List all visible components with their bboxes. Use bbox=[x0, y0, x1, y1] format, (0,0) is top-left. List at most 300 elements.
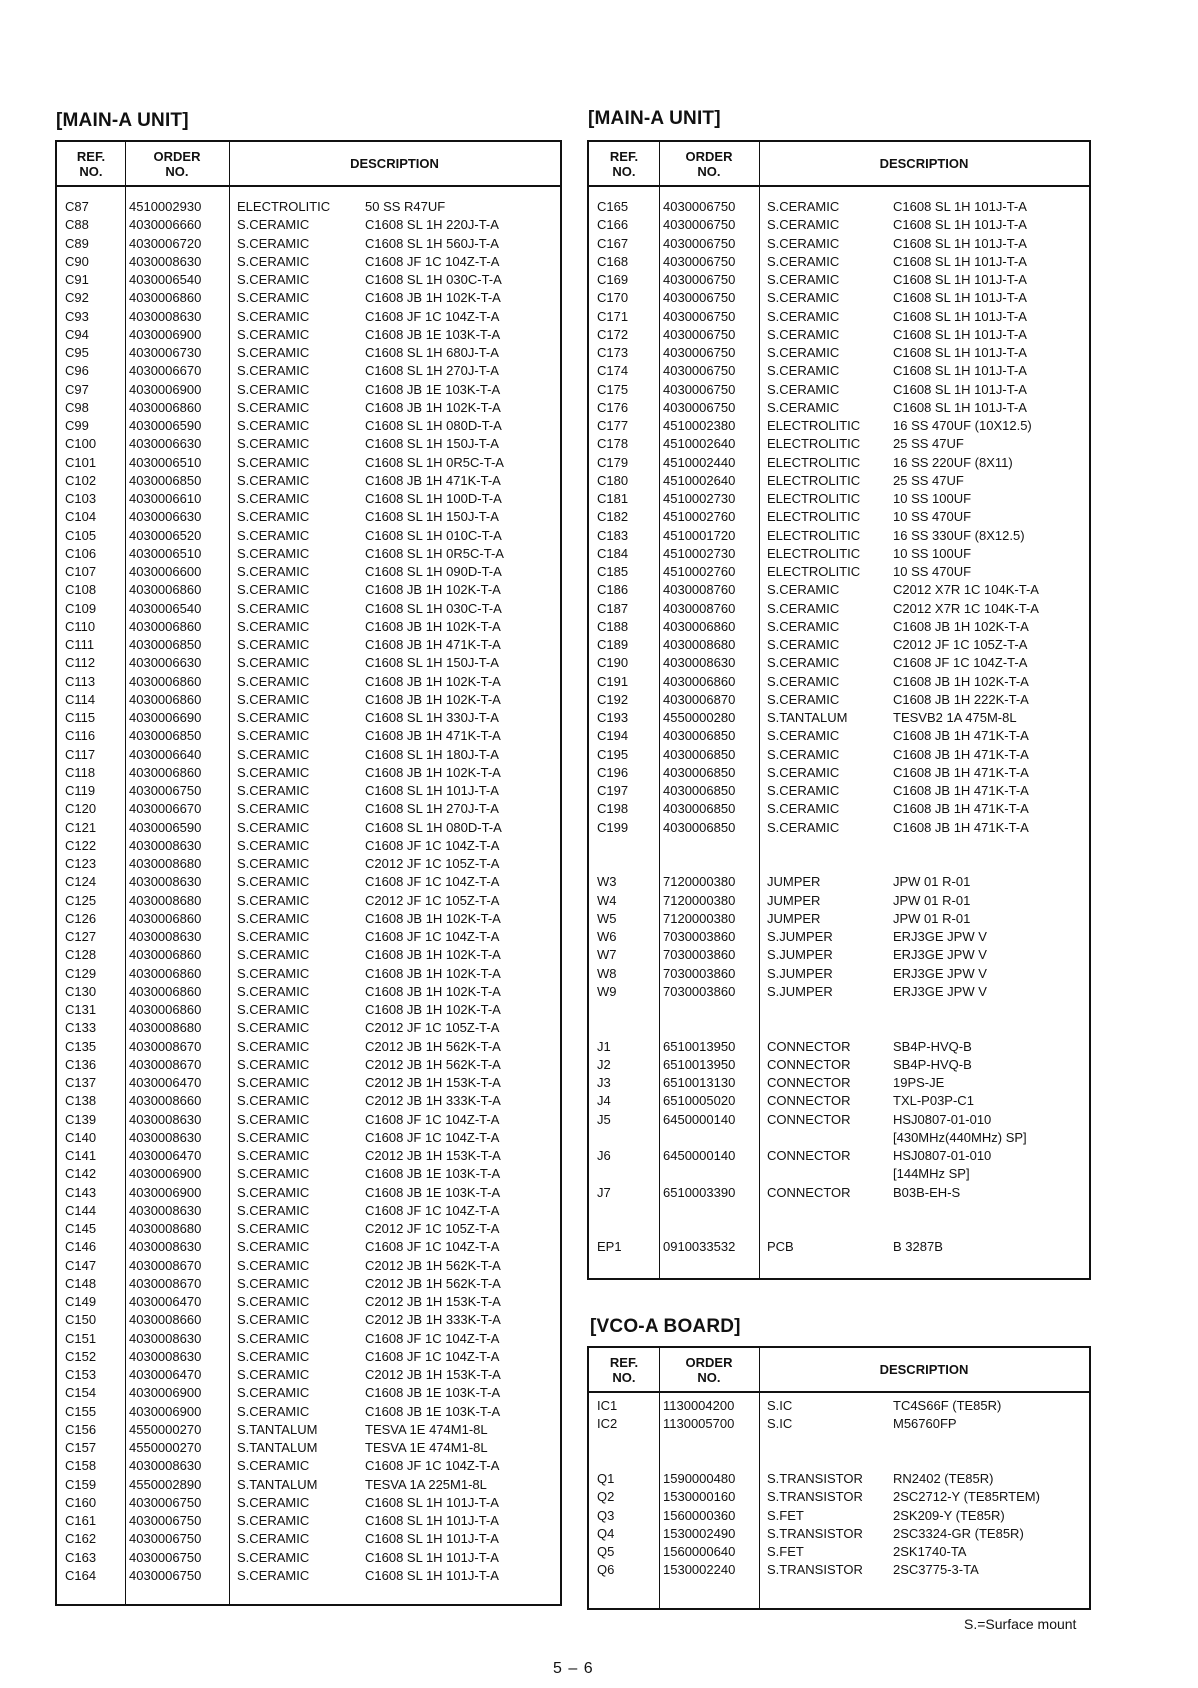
part-type-cell: S.CERAMIC bbox=[767, 655, 840, 671]
part-type-cell: S.CERAMIC bbox=[237, 381, 310, 397]
table-row bbox=[589, 271, 1089, 289]
part-type-cell: S.CERAMIC bbox=[237, 1056, 310, 1072]
table-row bbox=[589, 965, 1089, 983]
part-type-cell: S.FET bbox=[767, 1544, 804, 1559]
table-row bbox=[57, 1074, 560, 1092]
part-spec-cell: C1608 SL 1H 101J-T-A bbox=[365, 1494, 499, 1510]
table-row bbox=[57, 1111, 560, 1129]
order-no-cell: 4030008630 bbox=[129, 1348, 202, 1364]
part-type-cell: ELECTROLITIC bbox=[767, 454, 861, 470]
part-type-cell: S.CERAMIC bbox=[237, 1129, 310, 1145]
order-no-cell: 4030006860 bbox=[129, 965, 202, 981]
ref-no-cell: C137 bbox=[65, 1075, 97, 1090]
part-spec-cell: C1608 JB 1H 102K-T-A bbox=[365, 691, 501, 707]
part-type-cell: S.CERAMIC bbox=[767, 399, 840, 415]
ref-no-cell: C91 bbox=[65, 272, 89, 287]
ref-no-cell: C149 bbox=[65, 1294, 97, 1309]
order-no-cell: 4030006850 bbox=[663, 819, 736, 835]
part-type-cell: S.JUMPER bbox=[767, 983, 833, 999]
table-row bbox=[589, 1543, 1089, 1561]
surface-mount-footnote: S.=Surface mount bbox=[964, 1616, 1077, 1632]
part-type-cell: ELECTROLITIC bbox=[767, 509, 861, 525]
table-row bbox=[589, 819, 1089, 837]
order-no-cell: 4510002730 bbox=[663, 491, 736, 506]
table-row bbox=[589, 472, 1089, 490]
table-row bbox=[589, 1038, 1089, 1056]
part-spec-cell: C1608 SL 1H 150J-T-A bbox=[365, 509, 499, 525]
ref-no-cell: C150 bbox=[65, 1312, 97, 1328]
part-spec-cell: C1608 SL 1H 101J-T-A bbox=[893, 345, 1027, 360]
table-row bbox=[57, 235, 560, 253]
order-no-cell: 4510002760 bbox=[663, 564, 736, 579]
part-spec-cell: TC4S66F (TE85R) bbox=[893, 1398, 1002, 1413]
table-row bbox=[57, 399, 560, 417]
table-row bbox=[589, 253, 1089, 271]
part-spec-cell: TESVA 1E 474M1-8L bbox=[365, 1421, 488, 1437]
order-no-cell: 4030006900 bbox=[129, 326, 202, 342]
part-type-cell: S.CERAMIC bbox=[767, 217, 840, 233]
order-no-cell: 4030006860 bbox=[129, 290, 202, 306]
part-spec-cell: C1608 JF 1C 104Z-T-A bbox=[365, 1129, 500, 1145]
order-no-cell: 4510002730 bbox=[663, 545, 736, 561]
order-no-cell: 4030008670 bbox=[129, 1038, 202, 1054]
page-number: 5 – 6 bbox=[553, 1660, 594, 1677]
part-type-cell: S.CERAMIC bbox=[767, 253, 840, 269]
table-row bbox=[589, 545, 1089, 563]
part-spec-cell: C1608 SL 1H 680J-T-A bbox=[365, 345, 499, 360]
order-no-cell: 4030006860 bbox=[129, 764, 202, 780]
part-type-cell: S.CERAMIC bbox=[237, 1330, 310, 1346]
ref-no-cell: C135 bbox=[65, 1038, 97, 1054]
ref-no-cell: J3 bbox=[597, 1075, 611, 1090]
order-no-cell: 4030006720 bbox=[129, 235, 202, 251]
ref-no-cell: C152 bbox=[65, 1348, 97, 1364]
table-row bbox=[57, 691, 560, 709]
part-type-cell: S.CERAMIC bbox=[237, 1239, 310, 1255]
table-row bbox=[589, 654, 1089, 672]
table-row bbox=[57, 819, 560, 837]
order-no-cell: 4030006750 bbox=[129, 1549, 202, 1565]
ref-no-cell: W9 bbox=[597, 983, 617, 999]
order-no-cell: 4030006750 bbox=[663, 381, 736, 397]
table-row bbox=[589, 946, 1089, 964]
order-no-cell: 4030006850 bbox=[663, 764, 736, 780]
table-row bbox=[57, 855, 560, 873]
part-spec-cell: C1608 SL 1H 030C-T-A bbox=[365, 272, 502, 287]
ref-no-cell: C99 bbox=[65, 418, 89, 433]
order-no-cell: 4030006750 bbox=[129, 1513, 202, 1528]
ref-no-cell: W4 bbox=[597, 892, 617, 908]
ref-no-cell: J5 bbox=[597, 1111, 611, 1127]
part-spec-cell: C1608 SL 1H 101J-T-A bbox=[893, 381, 1027, 397]
part-spec-cell: C1608 SL 1H 150J-T-A bbox=[365, 436, 499, 452]
table-row bbox=[589, 527, 1089, 545]
ref-no-cell: C189 bbox=[597, 637, 629, 652]
part-type-cell: S.CERAMIC bbox=[767, 326, 840, 342]
part-spec-cell: M56760FP bbox=[893, 1416, 957, 1432]
ref-no-cell: IC2 bbox=[597, 1416, 618, 1432]
part-spec-cell: C1608 SL 1H 101J-T-A bbox=[893, 326, 1027, 342]
part-type-cell: S.CERAMIC bbox=[237, 1549, 310, 1565]
table-row bbox=[57, 1494, 560, 1512]
table-row bbox=[589, 581, 1089, 599]
ref-no-cell: C115 bbox=[65, 710, 96, 725]
part-spec-cell: B03B-EH-S bbox=[893, 1184, 961, 1200]
part-spec-cell: ERJ3GE JPW V bbox=[893, 929, 987, 944]
left-parts-table bbox=[55, 140, 562, 1606]
order-no-cell: 4030006750 bbox=[663, 217, 736, 233]
part-spec-cell: C1608 JB 1H 102K-T-A bbox=[365, 764, 501, 780]
part-type-cell: S.IC bbox=[767, 1398, 793, 1413]
part-spec-cell: C1608 SL 1H 100D-T-A bbox=[365, 491, 502, 506]
part-type-cell: S.CERAMIC bbox=[237, 1111, 310, 1127]
ref-no-cell: C197 bbox=[597, 783, 629, 798]
table-row bbox=[589, 746, 1089, 764]
part-type-cell: S.CERAMIC bbox=[237, 983, 310, 999]
order-no-cell: 7030003860 bbox=[663, 947, 736, 963]
table-row bbox=[57, 1001, 560, 1019]
ref-no-cell: C157 bbox=[65, 1440, 97, 1455]
part-type-cell: S.FET bbox=[767, 1507, 804, 1523]
ref-no-cell: C126 bbox=[65, 910, 97, 926]
order-no-cell: 4030006850 bbox=[663, 728, 736, 744]
table-row bbox=[57, 271, 560, 289]
part-spec-cell: C1608 JB 1H 471K-T-A bbox=[893, 801, 1029, 817]
order-no-cell: 4030008670 bbox=[129, 1257, 202, 1273]
part-spec-cell: 25 SS 47UF bbox=[893, 472, 964, 488]
ref-no-cell: C192 bbox=[597, 691, 629, 707]
part-type-cell: S.TANTALUM bbox=[237, 1421, 318, 1437]
table-row bbox=[589, 1056, 1089, 1074]
table-row bbox=[589, 983, 1089, 1001]
order-no-cell: 4030006670 bbox=[129, 801, 202, 817]
order-no-cell: 4030006750 bbox=[663, 345, 736, 360]
order-no-cell: 4030006860 bbox=[129, 983, 202, 999]
table-body bbox=[589, 1397, 1089, 1580]
ref-no-cell: C179 bbox=[597, 454, 629, 470]
order-no-cell: 4030006860 bbox=[129, 673, 202, 689]
part-spec-cell: 10 SS 100UF bbox=[893, 545, 972, 561]
part-type-cell: S.CERAMIC bbox=[237, 345, 310, 360]
ref-no-cell: C116 bbox=[65, 728, 96, 744]
part-type-cell: S.CERAMIC bbox=[237, 527, 310, 543]
part-type-cell: S.JUMPER bbox=[767, 965, 833, 981]
part-type-cell: S.CERAMIC bbox=[237, 1348, 310, 1364]
order-no-cell: 4030006750 bbox=[129, 1531, 202, 1547]
part-type-cell: S.CERAMIC bbox=[767, 363, 840, 379]
order-no-cell: 4550000270 bbox=[129, 1421, 202, 1437]
ref-no-cell: C185 bbox=[597, 564, 629, 579]
ref-no-cell: C175 bbox=[597, 381, 629, 397]
table-row bbox=[57, 1202, 560, 1220]
part-spec-cell: C1608 JB 1H 102K-T-A bbox=[365, 290, 501, 306]
part-type-cell: S.CERAMIC bbox=[237, 1513, 310, 1528]
ref-no-cell: Q6 bbox=[597, 1562, 615, 1578]
part-spec-cell: C1608 JF 1C 104Z-T-A bbox=[365, 929, 500, 944]
table-row bbox=[57, 983, 560, 1001]
order-no-cell: 7120000380 bbox=[663, 892, 736, 908]
table-row bbox=[57, 965, 560, 983]
table-row bbox=[57, 1549, 560, 1567]
ref-no-cell: C141 bbox=[65, 1148, 97, 1163]
ref-no-cell: C87 bbox=[65, 199, 89, 214]
part-spec-cell: ERJ3GE JPW V bbox=[893, 983, 987, 999]
order-no-cell: 4030006750 bbox=[129, 1567, 202, 1583]
table-row bbox=[57, 344, 560, 362]
order-no-cell: 4030006470 bbox=[129, 1075, 202, 1090]
table-row bbox=[57, 709, 560, 727]
part-type-cell: S.CERAMIC bbox=[767, 290, 840, 306]
table-row bbox=[57, 1056, 560, 1074]
part-type-cell: ELECTROLITIC bbox=[767, 527, 861, 543]
ref-no-cell: J6 bbox=[597, 1148, 611, 1163]
part-type-cell: S.CERAMIC bbox=[767, 199, 840, 214]
part-spec-cell: C2012 JF 1C 105Z-T-A bbox=[893, 637, 1028, 652]
order-no-cell: 4030006900 bbox=[129, 1403, 202, 1419]
part-type-cell: S.CERAMIC bbox=[237, 837, 310, 853]
table-row bbox=[589, 417, 1089, 435]
table-row bbox=[589, 399, 1089, 417]
table-row bbox=[589, 800, 1089, 818]
order-no-header: ORDER NO. bbox=[685, 1354, 733, 1385]
ref-no-cell: C159 bbox=[65, 1476, 97, 1492]
part-type-cell: S.CERAMIC bbox=[767, 637, 840, 652]
order-no-cell: 6510013950 bbox=[663, 1038, 736, 1054]
part-type-cell: S.CERAMIC bbox=[237, 363, 310, 379]
order-no-cell: 4030008680 bbox=[129, 1221, 202, 1236]
part-spec-cell: C1608 SL 1H 101J-T-A bbox=[893, 308, 1027, 324]
part-spec-cell: C1608 SL 1H 560J-T-A bbox=[365, 235, 499, 251]
table-row bbox=[589, 326, 1089, 344]
order-no-cell: 4030008630 bbox=[129, 1458, 202, 1474]
part-type-cell: S.CERAMIC bbox=[237, 454, 310, 470]
ref-no-cell: C177 bbox=[597, 418, 629, 433]
order-no-cell: 6510005020 bbox=[663, 1093, 736, 1109]
part-spec-cell: C1608 JF 1C 104Z-T-A bbox=[365, 1111, 500, 1127]
part-spec-cell: C1608 SL 1H 101J-T-A bbox=[893, 363, 1027, 379]
order-no-cell: 4510002640 bbox=[663, 436, 736, 452]
part-type-cell: S.CERAMIC bbox=[767, 801, 840, 817]
part-type-cell: CONNECTOR bbox=[767, 1111, 851, 1127]
ref-no-cell: W5 bbox=[597, 910, 617, 926]
table-row bbox=[57, 1147, 560, 1165]
part-spec-cell: C1608 SL 1H 270J-T-A bbox=[365, 363, 499, 379]
table-row bbox=[589, 508, 1089, 526]
part-type-cell: S.CERAMIC bbox=[767, 728, 840, 744]
part-type-cell: S.CERAMIC bbox=[237, 1093, 310, 1109]
part-spec-cell: C2012 JB 1H 333K-T-A bbox=[365, 1312, 501, 1328]
ref-no-cell: C110 bbox=[65, 618, 96, 634]
table-row bbox=[589, 673, 1089, 691]
part-spec-cell: 2SC2712-Y (TE85RTEM) bbox=[893, 1489, 1040, 1505]
ref-no-cell: C199 bbox=[597, 819, 629, 835]
table-row bbox=[589, 1434, 1089, 1452]
table-row bbox=[57, 764, 560, 782]
part-type-cell: S.CERAMIC bbox=[767, 673, 840, 689]
part-type-cell: S.CERAMIC bbox=[767, 600, 840, 616]
part-type-cell: S.CERAMIC bbox=[237, 1020, 310, 1036]
ref-no-cell: W3 bbox=[597, 874, 617, 890]
order-no-cell: 4030006630 bbox=[129, 655, 202, 671]
part-spec-cell: C1608 JB 1H 471K-T-A bbox=[365, 637, 501, 652]
part-type-cell: S.CERAMIC bbox=[237, 582, 310, 598]
ref-no-cell: C122 bbox=[65, 837, 97, 853]
part-spec-cell: SB4P-HVQ-B bbox=[893, 1038, 972, 1054]
part-type-cell: S.CERAMIC bbox=[237, 783, 310, 798]
part-spec-cell: C2012 JB 1H 153K-T-A bbox=[365, 1367, 501, 1382]
part-type-cell: S.TRANSISTOR bbox=[767, 1562, 863, 1578]
part-type-cell: S.CERAMIC bbox=[237, 728, 310, 744]
ref-no-cell: J7 bbox=[597, 1184, 611, 1200]
part-type-cell: S.CERAMIC bbox=[237, 947, 310, 963]
part-spec-cell: C1608 JF 1C 104Z-T-A bbox=[365, 1458, 500, 1474]
ref-no-cell: C190 bbox=[597, 655, 629, 671]
part-spec-cell: [144MHz SP] bbox=[893, 1166, 970, 1182]
ref-no-cell: C92 bbox=[65, 290, 89, 306]
order-no-cell: 4030008760 bbox=[663, 600, 736, 616]
order-no-cell: 4030008630 bbox=[129, 1129, 202, 1145]
part-type-cell: S.CERAMIC bbox=[237, 1275, 310, 1291]
table-row bbox=[589, 362, 1089, 380]
order-no-cell: 4030006590 bbox=[129, 418, 202, 433]
table-row bbox=[589, 216, 1089, 234]
part-type-cell: S.CERAMIC bbox=[767, 764, 840, 780]
part-spec-cell: C1608 JB 1H 102K-T-A bbox=[365, 1002, 501, 1017]
table-row bbox=[589, 1074, 1089, 1092]
part-spec-cell: C2012 JB 1H 562K-T-A bbox=[365, 1056, 501, 1072]
part-type-cell: ELECTROLITIC bbox=[767, 436, 861, 452]
order-no-cell: 4030006750 bbox=[663, 363, 736, 379]
order-no-cell: 4030008630 bbox=[129, 1202, 202, 1218]
order-no-cell: 4030008660 bbox=[129, 1312, 202, 1328]
ref-no-cell: C104 bbox=[65, 509, 97, 525]
order-no-cell: 4030008630 bbox=[129, 253, 202, 269]
part-type-cell: S.CERAMIC bbox=[767, 783, 840, 798]
order-no-cell: 4030006860 bbox=[129, 910, 202, 926]
part-type-cell: S.CERAMIC bbox=[237, 655, 310, 671]
part-spec-cell: C1608 JB 1H 102K-T-A bbox=[893, 673, 1029, 689]
table-row bbox=[589, 892, 1089, 910]
ref-no-cell: C155 bbox=[65, 1403, 97, 1419]
part-spec-cell: C1608 SL 1H 0R5C-T-A bbox=[365, 454, 504, 470]
right-section-title: [MAIN-A UNIT] bbox=[588, 108, 721, 129]
ref-no-cell: C121 bbox=[65, 819, 97, 835]
part-spec-cell: HSJ0807-01-010 bbox=[893, 1148, 992, 1163]
part-spec-cell: C1608 JB 1H 102K-T-A bbox=[365, 582, 501, 598]
order-no-cell: 1590000480 bbox=[663, 1471, 736, 1486]
ref-no-cell: C173 bbox=[597, 345, 629, 360]
ref-no-cell: C191 bbox=[597, 673, 629, 689]
order-no-cell: 1130005700 bbox=[663, 1416, 735, 1432]
part-spec-cell: C1608 SL 1H 030C-T-A bbox=[365, 600, 502, 616]
table-row bbox=[57, 490, 560, 508]
order-no-cell: 4030008630 bbox=[129, 874, 202, 890]
part-type-cell: CONNECTOR bbox=[767, 1093, 851, 1109]
table-row bbox=[57, 253, 560, 271]
part-type-cell: S.CERAMIC bbox=[237, 764, 310, 780]
table-row bbox=[57, 636, 560, 654]
table-row bbox=[589, 198, 1089, 216]
order-no-cell: 4030008630 bbox=[129, 929, 202, 944]
part-type-cell: S.CERAMIC bbox=[237, 710, 310, 725]
table-row bbox=[589, 235, 1089, 253]
order-no-cell: 4030008630 bbox=[129, 1330, 202, 1346]
part-spec-cell: C1608 JB 1H 102K-T-A bbox=[365, 399, 501, 415]
part-spec-cell: C1608 SL 1H 101J-T-A bbox=[893, 290, 1027, 306]
part-type-cell: S.CERAMIC bbox=[237, 272, 310, 287]
table-row bbox=[589, 454, 1089, 472]
table-row bbox=[589, 1452, 1089, 1470]
table-row bbox=[57, 746, 560, 764]
table-row bbox=[589, 837, 1089, 855]
table-row bbox=[57, 1038, 560, 1056]
part-spec-cell: ERJ3GE JPW V bbox=[893, 947, 987, 963]
part-type-cell: S.CERAMIC bbox=[237, 892, 310, 908]
table-row bbox=[57, 216, 560, 234]
table-row bbox=[57, 435, 560, 453]
part-spec-cell: C1608 JB 1H 471K-T-A bbox=[893, 728, 1029, 744]
part-spec-cell: C2012 JB 1H 153K-T-A bbox=[365, 1075, 501, 1090]
ref-no-cell: C118 bbox=[65, 764, 96, 780]
part-spec-cell: C1608 SL 1H 101J-T-A bbox=[365, 1513, 499, 1528]
part-type-cell: S.CERAMIC bbox=[237, 746, 310, 762]
part-spec-cell: 16 SS 470UF (10X12.5) bbox=[893, 418, 1032, 433]
part-type-cell: S.CERAMIC bbox=[237, 1184, 310, 1200]
table-row bbox=[589, 709, 1089, 727]
ref-no-cell: C178 bbox=[597, 436, 629, 452]
order-no-cell: 4510002930 bbox=[129, 199, 202, 214]
order-no-cell: 1530002240 bbox=[663, 1562, 736, 1578]
table-row bbox=[57, 198, 560, 216]
table-row bbox=[57, 782, 560, 800]
part-type-cell: S.CERAMIC bbox=[767, 235, 840, 251]
order-no-cell: 4030006470 bbox=[129, 1148, 202, 1163]
table-row bbox=[57, 1512, 560, 1530]
order-no-cell: 7030003860 bbox=[663, 983, 736, 999]
part-spec-cell: C1608 SL 1H 101J-T-A bbox=[893, 217, 1027, 233]
part-type-cell: S.CERAMIC bbox=[237, 253, 310, 269]
table-row bbox=[589, 1525, 1089, 1543]
part-type-cell: S.CERAMIC bbox=[767, 618, 840, 634]
ref-no-cell: C188 bbox=[597, 618, 629, 634]
table-row bbox=[589, 1507, 1089, 1525]
ref-no-cell: C163 bbox=[65, 1549, 97, 1565]
order-no-cell: 6450000140 bbox=[663, 1148, 736, 1163]
table-row bbox=[57, 1530, 560, 1548]
table-row bbox=[589, 1415, 1089, 1433]
order-no-cell: 4030006860 bbox=[129, 947, 202, 963]
order-no-cell: 4030006750 bbox=[663, 290, 736, 306]
table-row bbox=[57, 472, 560, 490]
table-row bbox=[589, 1561, 1089, 1579]
ref-no-cell: C151 bbox=[65, 1330, 97, 1346]
order-no-cell: 4030006630 bbox=[129, 436, 202, 452]
table-row bbox=[57, 1293, 560, 1311]
part-spec-cell: C1608 SL 1H 101J-T-A bbox=[893, 199, 1027, 214]
part-spec-cell: C1608 SL 1H 010C-T-A bbox=[365, 527, 502, 543]
part-type-cell: S.CERAMIC bbox=[237, 1075, 310, 1090]
ref-no-cell: C119 bbox=[65, 783, 96, 798]
part-spec-cell: C2012 JF 1C 105Z-T-A bbox=[365, 1221, 500, 1236]
part-spec-cell: TESVA 1E 474M1-8L bbox=[365, 1440, 488, 1455]
table-row bbox=[589, 1470, 1089, 1488]
order-no-cell: 4030006860 bbox=[129, 618, 202, 634]
ref-no-cell: W7 bbox=[597, 947, 617, 963]
ref-no-cell: C102 bbox=[65, 472, 97, 488]
ref-no-cell: C129 bbox=[65, 965, 97, 981]
order-no-cell: 4030006750 bbox=[663, 235, 736, 251]
ref-no-cell: C181 bbox=[597, 491, 629, 506]
